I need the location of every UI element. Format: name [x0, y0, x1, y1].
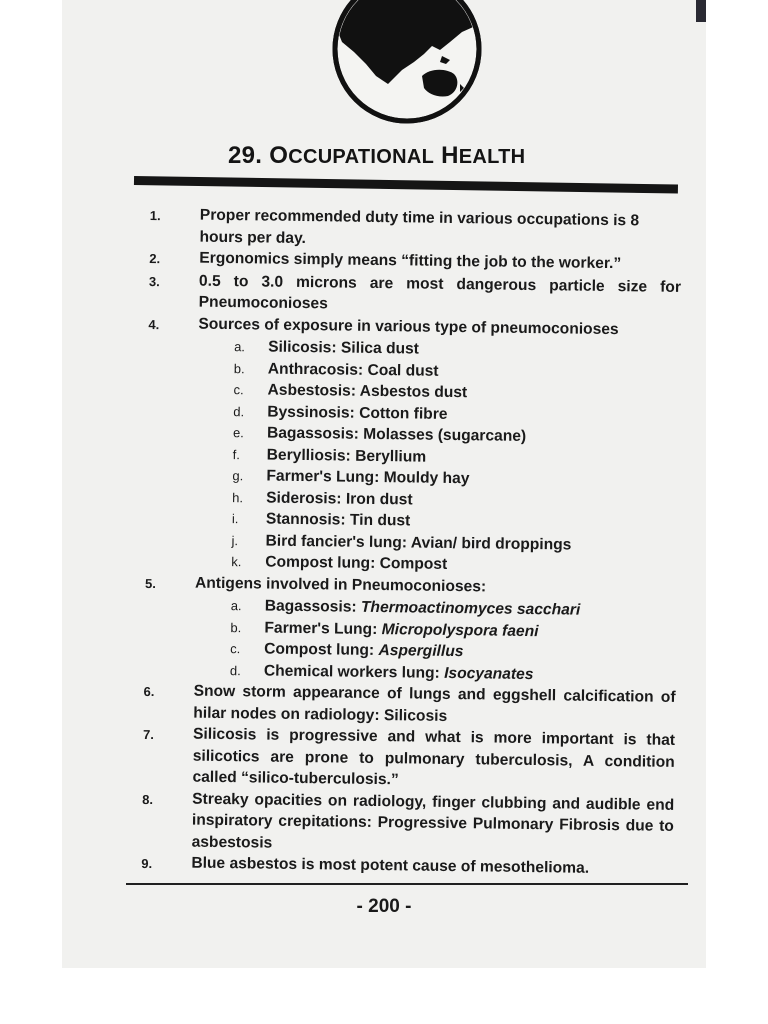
sub-item: c. Compost lung: Aspergillus: [230, 640, 464, 661]
footer-divider: [126, 883, 688, 885]
sub-item: i. Stannosis: Tin dust: [231, 510, 411, 530]
list-item: 1. Proper recommended duty time in various occupations is 8 hours per day.: [149, 206, 640, 247]
list-item: 7. Silicosis is progressive and what is more important is that silicotics are prone to pulmonary tuberculosis, A condition called “silico-tuberculosis.”: [142, 725, 676, 789]
list-item: 6. Snow storm appearance of lungs and eggshell calcification of hilar nodes on radiology: Silicosis: [143, 682, 676, 725]
sub-item: k. Compost lung: Compost: [231, 553, 448, 573]
book-page: [62, 0, 706, 968]
sub-item: g. Farmer's Lung: Mouldy hay: [232, 467, 470, 488]
globe-icon: [330, 0, 484, 126]
page-corner-shadow: [696, 0, 706, 22]
sub-item: b. Anthracosis: Coal dust: [233, 360, 439, 380]
sub-item: c. Asbestosis: Asbestos dust: [233, 381, 468, 402]
chapter-title: 29. OCCUPATIONAL HEALTH: [228, 142, 526, 169]
sub-item: b. Farmer's Lung: Micropolyspora faeni: [230, 619, 539, 640]
list-item: 9. Blue asbestos is most potent cause of mesothelioma.: [141, 854, 590, 877]
list-item: 5. Antigens involved in Pneumoconioses:: [144, 574, 487, 595]
sub-item: j. Bird fancier's lung: Avian/ bird droppings: [231, 532, 572, 554]
list-item: 8. Streaky opacities on radiology, finger clubbing and audible end inspiratory crepitations: Progressive Pulmonary Fibrosis due to asbestosis: [142, 790, 675, 852]
sub-item: a. Silicosis: Silica dust: [234, 338, 420, 358]
list-item: 2. Ergonomics simply means “fitting the job to the worker.”: [149, 249, 622, 273]
sub-item: d. Chemical workers lung: Isocyanates: [229, 662, 534, 683]
sub-item: a. Bagassosis: Thermoactinomyces sacchari: [230, 597, 581, 619]
sub-item: h. Siderosis: Iron dust: [232, 489, 413, 508]
title-divider: [134, 176, 678, 194]
sub-item: f. Berylliosis: Beryllium: [232, 446, 427, 466]
content-list: [141, 204, 682, 881]
sub-item: e. Bagassosis: Molasses (sugarcane): [232, 424, 527, 445]
page-number: - 200 -: [356, 896, 412, 917]
list-item: 3. 0.5 to 3.0 microns are most dangerous particle size for Pneumoconioses: [148, 272, 682, 313]
list-item: 4. Sources of exposure in various type of pneumoconioses: [148, 315, 619, 338]
sub-item: d. Byssinosis: Cotton fibre: [233, 403, 448, 423]
